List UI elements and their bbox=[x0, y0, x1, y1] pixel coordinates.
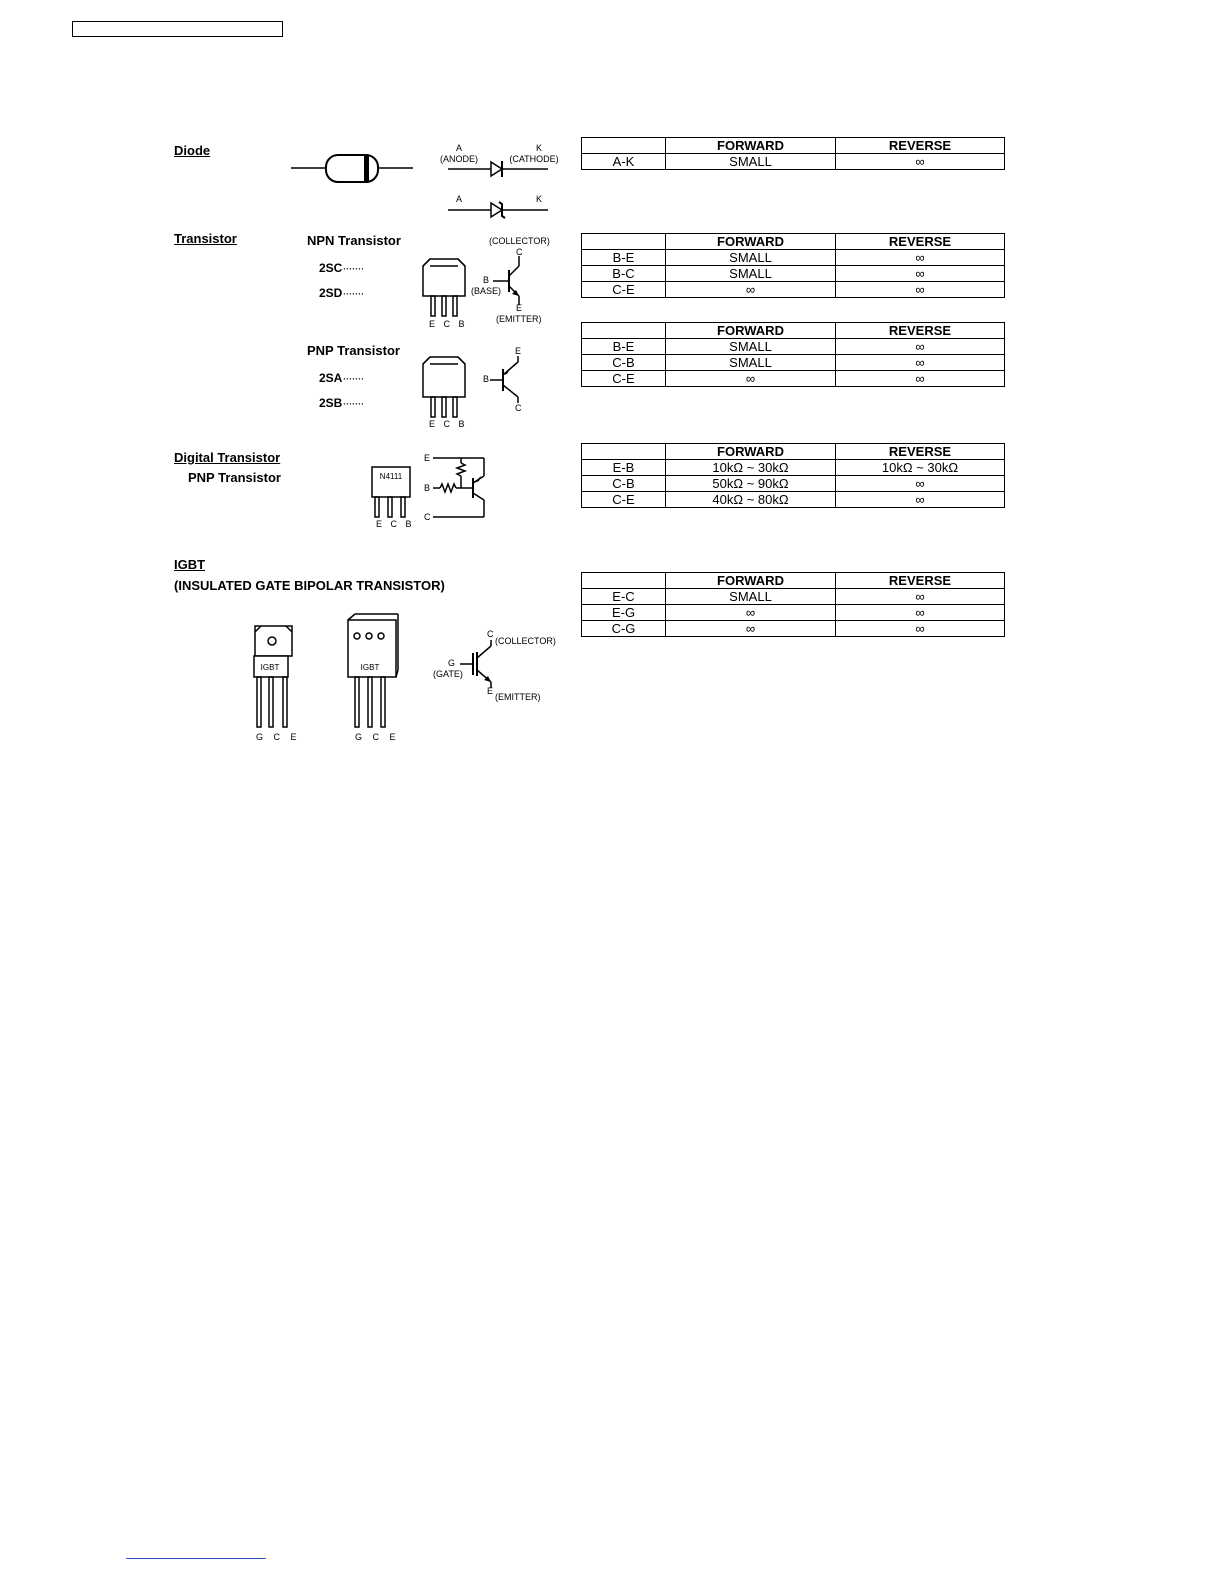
diode-test-table bbox=[581, 137, 1005, 170]
table-cell: ∞ bbox=[666, 371, 836, 387]
igbt-title: IGBT bbox=[174, 557, 206, 572]
npn-label-c: C bbox=[516, 247, 523, 257]
table-cell: ∞ bbox=[666, 621, 836, 637]
diode-package-icon bbox=[291, 155, 413, 182]
table-cell: ∞ bbox=[836, 492, 1005, 508]
table-header: FORWARD bbox=[666, 444, 836, 460]
pnp-symbol-icon bbox=[490, 356, 518, 403]
table-header: REVERSE bbox=[836, 444, 1005, 460]
table-cell: C-G bbox=[582, 621, 666, 637]
pnp-part-2sb: 2SB······· bbox=[319, 396, 364, 410]
table-header bbox=[582, 444, 666, 460]
igbt-label-e: E bbox=[487, 686, 494, 696]
npn-label-base: (BASE) bbox=[471, 286, 502, 296]
igbt-package-2-label: IGBT bbox=[360, 663, 380, 672]
diode-label-anode: (ANODE) bbox=[440, 154, 478, 164]
table-header bbox=[582, 573, 666, 589]
table-cell: ∞ bbox=[836, 339, 1005, 355]
table-cell: SMALL bbox=[666, 266, 836, 282]
table-cell: C-B bbox=[582, 355, 666, 371]
pnp-label-b: B bbox=[483, 374, 490, 384]
igbt-test-table bbox=[581, 572, 1005, 637]
table-cell: SMALL bbox=[666, 154, 836, 170]
digital-title: Digital Transistor bbox=[174, 450, 281, 465]
table-cell: C-E bbox=[582, 371, 666, 387]
table-row bbox=[582, 492, 1005, 508]
pnp-label-c: C bbox=[515, 403, 522, 413]
table-header-row bbox=[582, 234, 1005, 250]
table-cell: B-C bbox=[582, 266, 666, 282]
table-row bbox=[582, 282, 1005, 298]
table-header bbox=[582, 323, 666, 339]
transistor-title: Transistor bbox=[174, 231, 237, 246]
table-row bbox=[582, 460, 1005, 476]
table-header-row bbox=[582, 573, 1005, 589]
table-cell: E-C bbox=[582, 589, 666, 605]
npn-pin-labels: E C B bbox=[429, 319, 468, 329]
table-cell: ∞ bbox=[836, 282, 1005, 298]
table-cell: ∞ bbox=[666, 282, 836, 298]
table-header: FORWARD bbox=[666, 323, 836, 339]
table-cell: SMALL bbox=[666, 355, 836, 371]
table-cell: ∞ bbox=[836, 621, 1005, 637]
digital-transistor-symbol-icon bbox=[433, 458, 484, 517]
igbt-symbol-icon bbox=[460, 640, 491, 688]
table-cell: E-B bbox=[582, 460, 666, 476]
pnp-package-icon bbox=[423, 357, 465, 417]
igbt-package-2-pins: G C E bbox=[355, 732, 400, 742]
table-cell: ∞ bbox=[836, 476, 1005, 492]
table-row bbox=[582, 266, 1005, 282]
table-cell: C-E bbox=[582, 282, 666, 298]
table-cell: E-G bbox=[582, 605, 666, 621]
table-row bbox=[582, 250, 1005, 266]
igbt-label-collector: (COLLECTOR) bbox=[495, 636, 556, 646]
igbt-label-c: C bbox=[487, 629, 494, 639]
table-row bbox=[582, 371, 1005, 387]
table-cell: B-E bbox=[582, 339, 666, 355]
table-row bbox=[582, 589, 1005, 605]
table-cell: SMALL bbox=[666, 339, 836, 355]
table-cell: ∞ bbox=[666, 605, 836, 621]
npn-label-collector: (COLLECTOR) bbox=[489, 236, 550, 246]
table-cell: 50kΩ ~ 90kΩ bbox=[666, 476, 836, 492]
igbt-label-g: G bbox=[448, 658, 456, 668]
table-header-row bbox=[582, 444, 1005, 460]
pnp-test-table bbox=[581, 322, 1005, 387]
npn-title: NPN Transistor bbox=[307, 233, 401, 248]
digital-package-label: N4111 bbox=[379, 472, 403, 481]
zener-diode-symbol-icon bbox=[448, 202, 548, 218]
table-header bbox=[582, 234, 666, 250]
table-cell: C-B bbox=[582, 476, 666, 492]
pnp-pin-labels: E C B bbox=[429, 419, 468, 429]
table-row bbox=[582, 355, 1005, 371]
table-cell: SMALL bbox=[666, 250, 836, 266]
table-cell: ∞ bbox=[836, 250, 1005, 266]
digital-subtitle: PNP Transistor bbox=[188, 470, 281, 485]
zener-label-a: A bbox=[455, 194, 463, 204]
table-header: FORWARD bbox=[666, 138, 836, 154]
pnp-label-e: E bbox=[515, 346, 522, 356]
digital-test-table bbox=[581, 443, 1005, 508]
table-row bbox=[582, 621, 1005, 637]
diode-label-k: K bbox=[535, 143, 543, 153]
table-header: FORWARD bbox=[666, 573, 836, 589]
table-header: REVERSE bbox=[836, 138, 1005, 154]
table-cell: B-E bbox=[582, 250, 666, 266]
table-cell: 40kΩ ~ 80kΩ bbox=[666, 492, 836, 508]
diode-label-a: A bbox=[455, 143, 463, 153]
footer-link-line bbox=[126, 1558, 266, 1559]
npn-part-2sc: 2SC······· bbox=[319, 261, 364, 275]
table-cell: ∞ bbox=[836, 589, 1005, 605]
table-cell: ∞ bbox=[836, 371, 1005, 387]
table-row bbox=[582, 154, 1005, 170]
table-cell: ∞ bbox=[836, 154, 1005, 170]
igbt-package-1-pins: G C E bbox=[256, 732, 301, 742]
table-cell: 10kΩ ~ 30kΩ bbox=[666, 460, 836, 476]
table-cell: 10kΩ ~ 30kΩ bbox=[836, 460, 1005, 476]
npn-label-e: E bbox=[516, 303, 523, 313]
npn-symbol-icon bbox=[493, 256, 519, 305]
npn-part-2sd: 2SD······· bbox=[319, 286, 364, 300]
npn-label-emitter: (EMITTER) bbox=[496, 314, 542, 324]
digital-pin-labels: E C B bbox=[376, 519, 415, 529]
pnp-title: PNP Transistor bbox=[307, 343, 400, 358]
table-header: REVERSE bbox=[836, 234, 1005, 250]
igbt-package-1-label: IGBT bbox=[260, 663, 280, 672]
npn-label-b: B bbox=[483, 275, 490, 285]
diode-label-cathode: (CATHODE) bbox=[509, 154, 559, 164]
table-cell: C-E bbox=[582, 492, 666, 508]
table-row bbox=[582, 339, 1005, 355]
table-header: REVERSE bbox=[836, 573, 1005, 589]
zener-label-k: K bbox=[535, 194, 543, 204]
table-cell: ∞ bbox=[836, 605, 1005, 621]
npn-package-icon bbox=[423, 259, 465, 316]
digital-label-c: C bbox=[424, 512, 431, 522]
table-cell: ∞ bbox=[836, 355, 1005, 371]
igbt-label-emitter: (EMITTER) bbox=[495, 692, 541, 702]
table-cell: A-K bbox=[582, 154, 666, 170]
igbt-subtitle: (INSULATED GATE BIPOLAR TRANSISTOR) bbox=[174, 578, 445, 593]
igbt-package-1-icon bbox=[254, 626, 292, 727]
table-header: FORWARD bbox=[666, 234, 836, 250]
digital-label-b: B bbox=[424, 483, 431, 493]
pnp-part-2sa: 2SA······· bbox=[319, 371, 364, 385]
table-header-row bbox=[582, 138, 1005, 154]
table-header-row bbox=[582, 323, 1005, 339]
igbt-label-gate: (GATE) bbox=[433, 669, 463, 679]
table-row bbox=[582, 605, 1005, 621]
diode-title: Diode bbox=[174, 143, 211, 158]
table-header: REVERSE bbox=[836, 323, 1005, 339]
table-row bbox=[582, 476, 1005, 492]
table-cell: SMALL bbox=[666, 589, 836, 605]
table-header bbox=[582, 138, 666, 154]
npn-test-table bbox=[581, 233, 1005, 298]
table-cell: ∞ bbox=[836, 266, 1005, 282]
digital-label-e: E bbox=[424, 453, 431, 463]
